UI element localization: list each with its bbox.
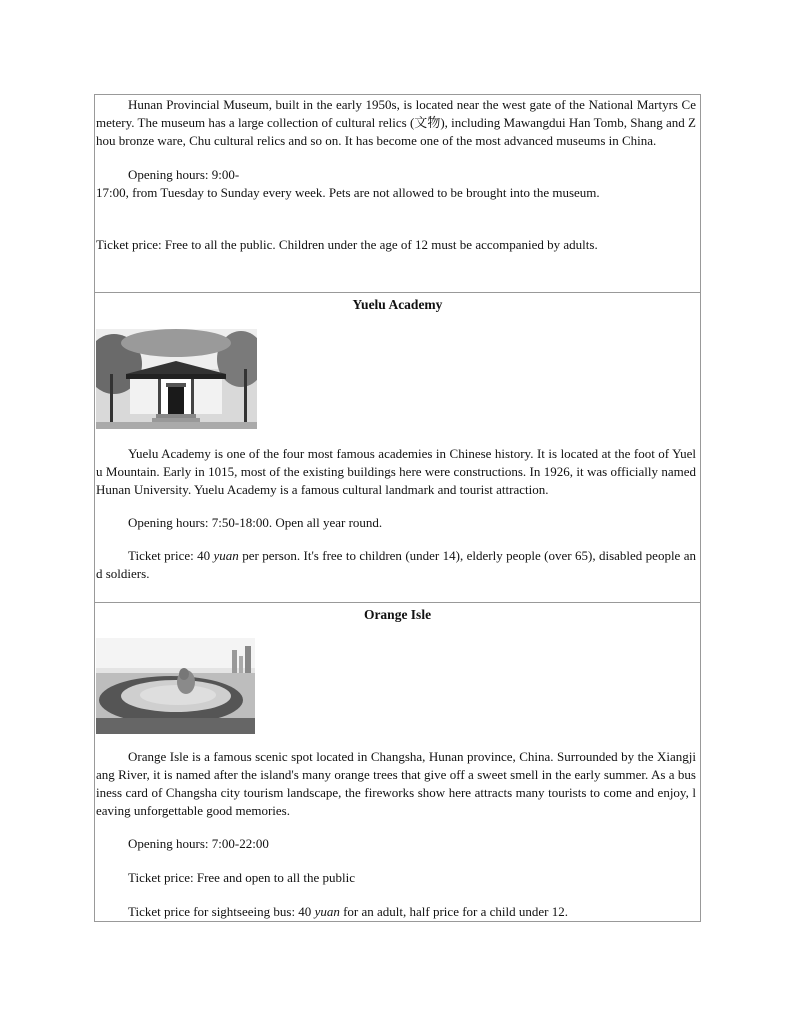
orange-section (95, 602, 700, 921)
museum-hours-detail: 17:00, from Tuesday to Sunday every week. Pets are not allowed to be brought into the museum. (96, 185, 600, 200)
museum-intro: Hunan Provincial Museum, built in the early 1950s, is located near the west gate of the National Martyrs Cemetery. The museum has a large collection of cultural relics (文物), including Mawangdui Han Tomb, Shang and Zhou bronze ware, Chu cultural relics and so on. It has become one of the most advanced museums in China. (96, 97, 696, 148)
orange-hours: Opening hours: 7:00-22:00 (128, 836, 269, 851)
yuelu-section (95, 292, 700, 602)
yuelu-ticket (95, 547, 700, 583)
yuelu-title: Yuelu Academy (352, 297, 443, 312)
orange-intro: Orange Isle is a famous scenic spot located in Changsha, Hunan province, China. Surrounded by the Xiangjiang River, it is named after the island's many orange trees that give off a sweet smell in the early summer. As a business card of Changsha city tourism landscape, the fireworks show here attracts many tourists to come and enjoy, leaving unforgettable good memories. (96, 749, 696, 818)
yuelu-ticket-pre: Ticket price: 40 (128, 548, 214, 563)
orange-title: Orange Isle (363, 607, 432, 622)
museum-section (95, 95, 700, 292)
orange-bus-ticket (95, 903, 700, 921)
museum-ticket: Ticket price: Free to all the public. Children under the age of 12 must be accompanied by adults. (96, 237, 598, 252)
yuelu-academy-photo (96, 329, 257, 429)
yuelu-ticket-post: per person. It's free to children (under 14), elderly people (over 65), disabled people and soldiers. (96, 548, 696, 581)
orange-bus-pre: Ticket price for sightseeing bus: 40 (128, 904, 315, 919)
orange-bus-unit: yuan (314, 904, 340, 919)
yuelu-hours: Opening hours: 7:50-18:00. Open all year round. (128, 515, 383, 530)
museum-hours-label: Opening hours: 9:00- (128, 167, 240, 182)
orange-bus-post: for an adult, half price for a child under 12. (339, 904, 568, 919)
yuelu-intro: Yuelu Academy is one of the four most famous academies in Chinese history. It is located at the foot of Yuelu Mountain. Early in 1015, most of the existing buildings here were constructions. In 1926, it was officially named Hunan University. Yuelu Academy is a famous cultural landmark and tourist attraction. (96, 446, 696, 497)
orange-isle-photo (96, 638, 255, 734)
attractions-table (94, 94, 701, 922)
yuelu-ticket-unit: yuan (213, 548, 239, 563)
orange-ticket: Ticket price: Free and open to all the public (128, 870, 355, 885)
